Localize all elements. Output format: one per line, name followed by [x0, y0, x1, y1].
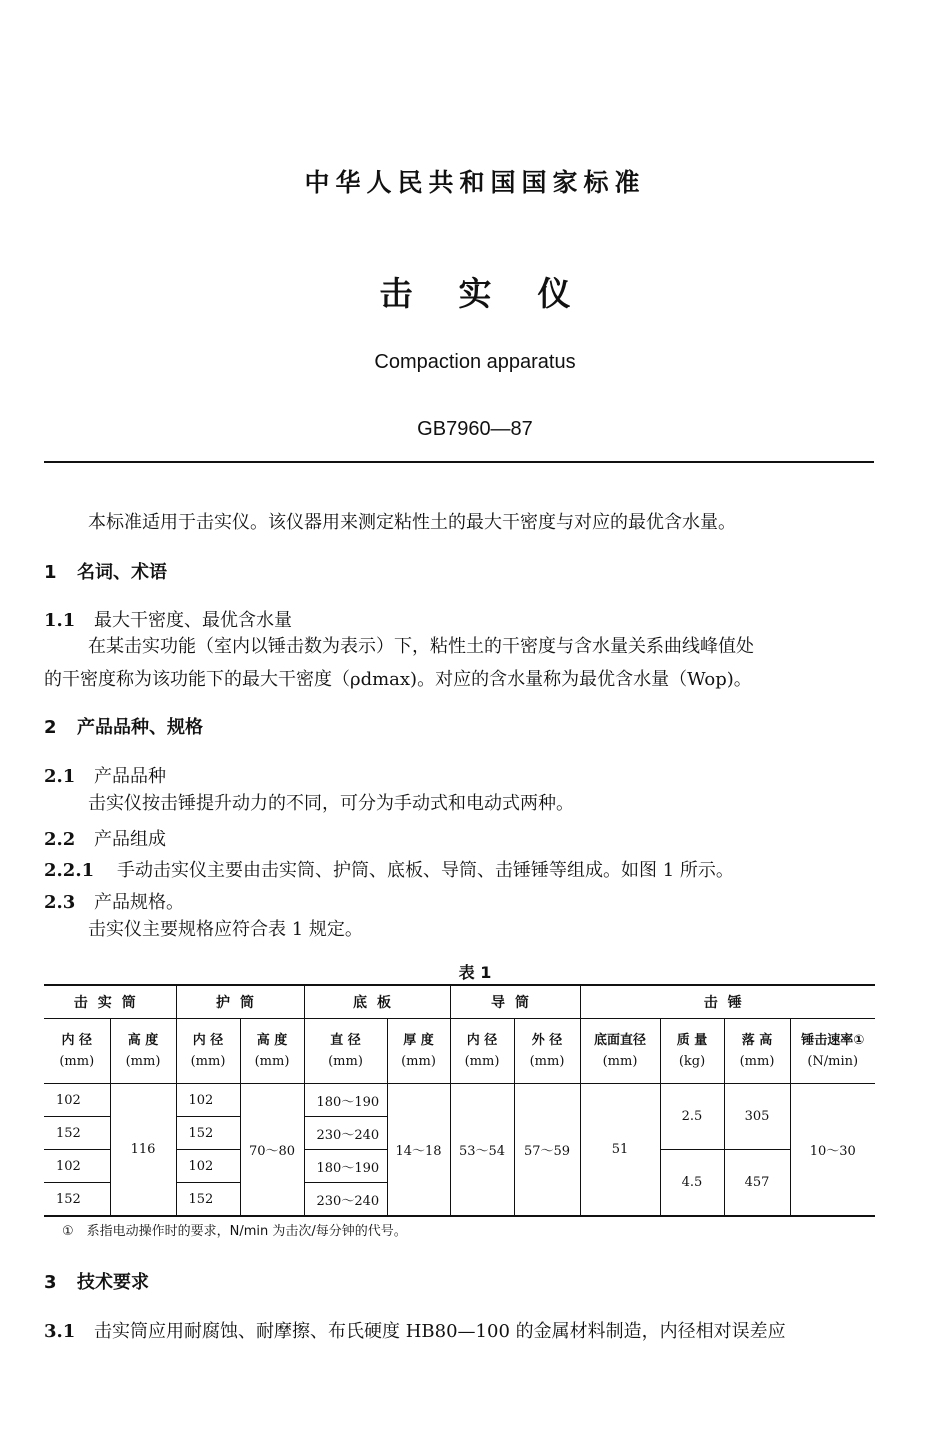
document-title: 击实仪 [379, 274, 617, 313]
section-title: 产品规格。 [94, 892, 184, 913]
group-header: 底板 [304, 985, 450, 1019]
table-row [44, 1084, 875, 1117]
section-number: 2.1 [44, 766, 76, 787]
column-header [176, 1019, 240, 1084]
table-cell: 152 [44, 1183, 110, 1217]
table-cell: 305 [724, 1084, 790, 1150]
column-name: 高 度 [127, 1033, 159, 1048]
section-1-1-body-line1: 在某击实功能（室内以锤击数为表示）下，粘性土的干密度与含水量关系曲线峰值处 [88, 636, 754, 657]
column-name: 底面直径 [593, 1033, 646, 1048]
section-number: 2 [44, 717, 57, 738]
section-3-heading [44, 1268, 149, 1294]
header-rule [44, 461, 874, 463]
section-body: 击实筒应用耐腐蚀、耐摩擦、布氏硬度 HB80—100 的金属材料制造，内径相对误差应 [94, 1321, 786, 1342]
column-header [580, 1019, 660, 1084]
table-cell: 102 [44, 1150, 110, 1183]
column-header [44, 1019, 110, 1084]
group-header: 击锤 [580, 985, 875, 1019]
table-cell: 457 [724, 1150, 790, 1217]
column-name: 锤击速率① [801, 1033, 865, 1048]
column-header [304, 1019, 387, 1084]
section-number: 3 [44, 1272, 57, 1293]
column-unit: (mm) [739, 1054, 775, 1069]
section-2-1-heading [44, 762, 166, 788]
column-name: 厚 度 [403, 1033, 434, 1048]
table-cell: 10～30 [790, 1084, 875, 1217]
table-cell: 180～190 [304, 1150, 387, 1183]
table-cell: 152 [44, 1117, 110, 1150]
group-header: 导筒 [450, 985, 580, 1019]
table-cell: 152 [176, 1117, 240, 1150]
section-2-2-1-paragraph [44, 856, 734, 882]
column-unit: (kg) [678, 1054, 706, 1069]
standard-code: GB7960—87 [417, 418, 533, 440]
column-name: 内 径 [61, 1033, 93, 1048]
section-title: 产品组成 [94, 829, 166, 850]
section-2-3-body: 击实仪主要规格应符合表 1 规定。 [88, 919, 363, 940]
table-cell: 116 [110, 1084, 176, 1217]
group-header: 击实筒 [44, 985, 176, 1019]
column-unit: (mm) [328, 1054, 363, 1069]
column-header [387, 1019, 450, 1084]
section-title: 最大干密度、最优含水量 [94, 610, 292, 631]
column-unit: (mm) [602, 1054, 638, 1069]
table-group-header-row [44, 985, 875, 1019]
table-cell: 230～240 [304, 1183, 387, 1217]
intro-paragraph: 本标准适用于击实仪。该仪器用来测定粘性土的最大干密度与对应的最优含水量。 [88, 512, 736, 533]
column-header [110, 1019, 176, 1084]
section-number: 2.3 [44, 892, 76, 913]
table-cell: 230～240 [304, 1117, 387, 1150]
table-cell: 102 [44, 1084, 110, 1117]
column-header [724, 1019, 790, 1084]
section-2-1-body: 击实仪按击锤提升动力的不同，可分为手动式和电动式两种。 [88, 793, 574, 814]
column-unit: (mm) [464, 1054, 500, 1069]
table-cell: 51 [580, 1084, 660, 1217]
section-title: 产品品种 [94, 766, 166, 787]
section-2-3-heading [44, 888, 184, 914]
table-cell: 53～54 [450, 1084, 514, 1217]
section-number: 2.2 [44, 829, 76, 850]
table-caption: 表 1 [458, 963, 492, 982]
column-name: 质 量 [676, 1033, 708, 1048]
section-1-1-body-line2: 的干密度称为该功能下的最大干密度（ρdmax)。对应的含水量称为最优含水量（Wop)。 [44, 669, 752, 690]
column-header [450, 1019, 514, 1084]
section-number: 2.2.1 [44, 860, 95, 881]
table-cell: 152 [176, 1183, 240, 1217]
section-1-1-heading [44, 606, 292, 632]
section-title: 技术要求 [77, 1272, 149, 1293]
column-name: 内 径 [192, 1033, 224, 1048]
section-number: 1.1 [44, 610, 76, 631]
section-3-1-paragraph [44, 1317, 786, 1343]
table-footnote: ① 系指电动操作时的要求，N/min 为击次/每分钟的代号。 [62, 1224, 407, 1239]
table-cell: 4.5 [660, 1150, 724, 1217]
column-unit: (mm) [59, 1054, 95, 1069]
section-title: 名词、术语 [77, 562, 167, 583]
section-2-2-heading [44, 825, 166, 851]
column-name: 高 度 [256, 1033, 288, 1048]
table-cell: 14～18 [387, 1084, 450, 1217]
table-cell: 57～59 [514, 1084, 580, 1217]
table-cell: 2.5 [660, 1084, 724, 1150]
column-unit: (mm) [401, 1054, 436, 1069]
standard-title: 中华人民共和国国家标准 [304, 168, 646, 197]
column-header [790, 1019, 875, 1084]
column-name: 外 径 [531, 1033, 563, 1048]
column-name: 内 径 [466, 1033, 498, 1048]
column-header [514, 1019, 580, 1084]
table-column-header-row [44, 1019, 875, 1084]
column-unit: (mm) [125, 1054, 161, 1069]
column-unit: (mm) [529, 1054, 565, 1069]
section-number: 1 [44, 562, 57, 583]
section-2-heading [44, 713, 203, 739]
section-body: 手动击实仪主要由击实筒、护筒、底板、导筒、击锤锤等组成。如图 1 所示。 [117, 860, 734, 881]
table-cell: 102 [176, 1150, 240, 1183]
table-cell: 70～80 [240, 1084, 304, 1217]
section-number: 3.1 [44, 1321, 76, 1342]
column-unit: (N/min) [807, 1054, 859, 1069]
section-title: 产品品种、规格 [77, 717, 203, 738]
table-cell: 180～190 [304, 1084, 387, 1117]
document-title-english: Compaction apparatus [374, 351, 576, 373]
table-cell: 102 [176, 1084, 240, 1117]
column-header [660, 1019, 724, 1084]
column-name: 落 高 [741, 1033, 773, 1048]
column-name: 直 径 [330, 1033, 361, 1048]
specifications-table [44, 984, 875, 1217]
column-unit: (mm) [190, 1054, 226, 1069]
section-1-heading [44, 558, 167, 584]
group-header: 护筒 [176, 985, 304, 1019]
column-unit: (mm) [254, 1054, 290, 1069]
column-header [240, 1019, 304, 1084]
